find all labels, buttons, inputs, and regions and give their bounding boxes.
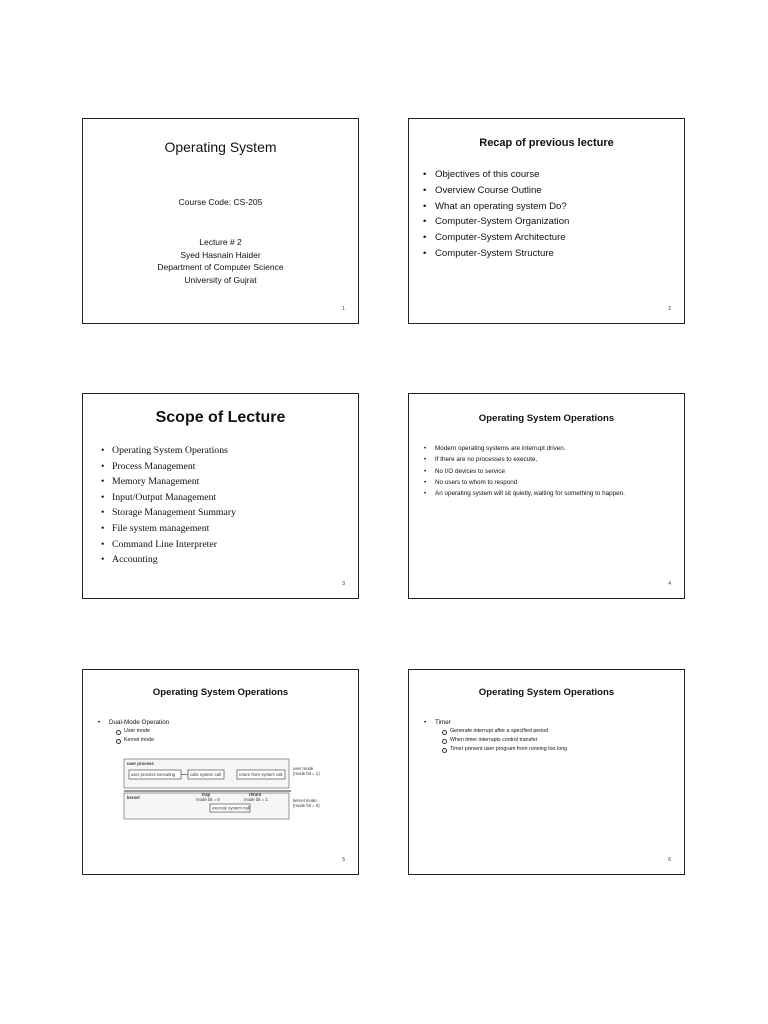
list-item: • Objectives of this course — [423, 167, 569, 183]
sub-list-item: Kernel mode — [98, 736, 169, 745]
execute-system-call-box: execute system call — [212, 805, 250, 811]
list-item: • File system management — [101, 521, 236, 537]
bullet-list — [424, 443, 625, 499]
dual-mode-diagram — [123, 758, 323, 820]
university: University of Gujrat — [184, 275, 257, 286]
slide-number: 2 — [668, 306, 671, 312]
list-item: • Modern operating systems are interrupt driven. — [424, 443, 625, 454]
list-item: • Process Management — [101, 459, 236, 475]
user-mode-bit-label: (mode bit = 1) — [293, 771, 320, 776]
lecture-number: Lecture # 2 — [199, 237, 242, 247]
kernel-region-label: kernel — [127, 795, 140, 800]
slide-number: 6 — [668, 857, 671, 863]
sub-list-item: Timer prevent user program from running too long — [424, 745, 567, 754]
user-region-label: user process — [127, 761, 154, 766]
slide-title: Operating System Operations — [478, 687, 615, 698]
list-item: • Command Line Interpreter — [101, 537, 236, 553]
slide-number: 1 — [342, 306, 345, 312]
list-item: • Operating System Operations — [101, 443, 236, 459]
list-item: • Computer-System Structure — [423, 246, 569, 262]
sub-list-item: When timer interrupts control transfer — [424, 736, 567, 745]
kernel-mode-bit-label: (mode bit = 0) — [293, 803, 320, 808]
slide-title: Operating System Operations — [478, 413, 615, 424]
slide-number: 4 — [668, 581, 671, 587]
sub-list-item: Generate interrupt after a specified period — [424, 727, 567, 736]
trap-label: trap — [202, 792, 211, 797]
user-process-executing-box: user process executing — [131, 772, 176, 777]
slide-title: Scope of Lecture — [155, 409, 286, 426]
list-item: • If there are no processes to execute, — [424, 454, 625, 465]
slide-5 — [82, 669, 359, 875]
list-item: • What an operating system Do? — [423, 199, 569, 215]
bullet-list — [424, 718, 567, 754]
author-name: Syed Hasnain Haider — [180, 249, 261, 260]
slide-1 — [82, 118, 359, 324]
list-item: • Computer-System Architecture — [423, 230, 569, 246]
lecture-info — [83, 236, 358, 287]
list-item: • Input/Output Management — [101, 490, 236, 506]
slide-title: Recap of previous lecture — [479, 137, 614, 149]
list-item: • No I/O devices to service — [424, 466, 625, 477]
list-item: • Memory Management — [101, 474, 236, 490]
slide-title: Operating System — [164, 139, 277, 155]
user-mode-label: user mode — [293, 766, 314, 771]
list-item: • No users to whom to respond — [424, 477, 625, 488]
list-item: • Dual-Mode Operation — [98, 718, 169, 727]
bullet-list — [423, 167, 569, 262]
slide-6 — [408, 669, 685, 875]
slide-title: Operating System Operations — [152, 687, 289, 698]
slide-number: 3 — [342, 581, 345, 587]
course-code: Course Code: CS-205 — [178, 197, 263, 207]
list-item: • An operating system will sit quietly, waiting for something to happen. — [424, 488, 625, 499]
kernel-mode-label: kernel mode — [293, 798, 317, 803]
return-label: return — [249, 792, 262, 797]
calls-system-call-box: calls system call — [190, 772, 222, 777]
list-item: • Timer — [424, 718, 567, 727]
list-item: • Overview Course Outline — [423, 183, 569, 199]
slide-4 — [408, 393, 685, 599]
list-item: • Computer-System Organization — [423, 214, 569, 230]
sub-list-item: User mode — [98, 727, 169, 736]
slide-2 — [408, 118, 685, 324]
slide-3 — [82, 393, 359, 599]
slide-number: 5 — [342, 857, 345, 863]
list-item: • Storage Management Summary — [101, 505, 236, 521]
trap-mode-bit: mode bit = 0 — [196, 797, 220, 802]
department: Department of Computer Science — [157, 262, 284, 273]
return-mode-bit: mode bit = 1 — [244, 797, 268, 802]
list-item: • Accounting — [101, 552, 236, 568]
bullet-list — [101, 443, 236, 568]
return-from-system-call-box: return from system call — [239, 772, 283, 777]
bullet-list — [98, 718, 169, 745]
